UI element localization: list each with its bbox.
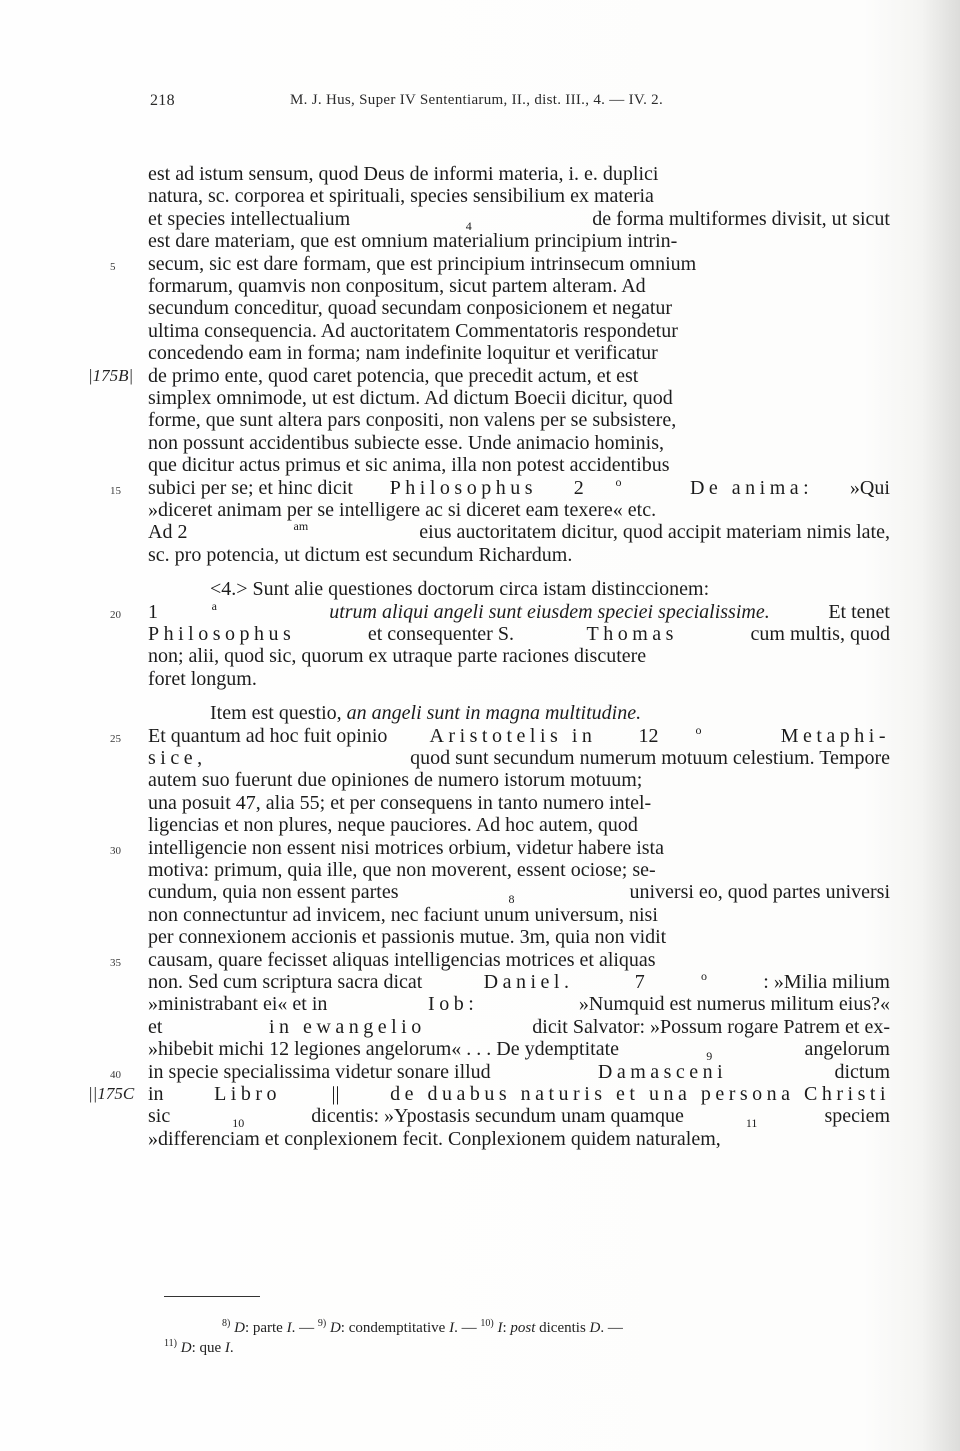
spaced-name: in ewangelio xyxy=(268,1015,426,1038)
footnote-text: : parte xyxy=(244,1320,287,1336)
line-number: 35 xyxy=(110,956,121,969)
text-segment: »diceret animam per se intelligere ac si diceret eam texere« etc. xyxy=(148,499,657,521)
text-segment: || xyxy=(326,1083,345,1105)
text-segment: formarum, quamvis non conpositum, sicut partem alteram. Ad xyxy=(148,275,646,297)
text-segment: eius auctoritatem dicitur, quod accipit materiam nimis late, xyxy=(414,521,890,544)
text-segment: »hibebit michi 12 legiones angelorum« . . . De ydemptitate xyxy=(148,1038,620,1061)
footnote-text: dicentis xyxy=(535,1320,590,1336)
spaced-name: Metaphi- xyxy=(780,724,890,747)
text-segment: non; alii, quod sic, quorum ex utraque parte raciones discutere xyxy=(148,645,647,668)
text-segment xyxy=(271,600,276,624)
footnote-text: : xyxy=(502,1320,511,1336)
text-line xyxy=(148,724,890,748)
text-line xyxy=(148,1037,890,1064)
spaced-name: sice, xyxy=(148,747,207,769)
footnote-text: . — xyxy=(600,1320,623,1336)
spaced-name: Philosophus xyxy=(148,623,296,645)
text-line xyxy=(148,184,890,208)
text-segment: speciem xyxy=(819,1105,890,1128)
text-segment: 7 xyxy=(629,971,645,993)
spaced-name: Damasceni xyxy=(597,1060,728,1083)
text-segment: concedendo eam in forma; nam indefinite loquitur et verificatur xyxy=(148,342,658,365)
text-line xyxy=(148,431,890,455)
spaced-name: Philosophus xyxy=(389,476,537,499)
footnote-line-2 xyxy=(164,1338,234,1360)
text-line xyxy=(148,453,890,477)
text-line xyxy=(148,476,890,500)
text-line xyxy=(148,667,890,691)
text-line xyxy=(148,1015,890,1039)
text-line xyxy=(148,791,890,815)
footnote-text: : que xyxy=(191,1340,225,1356)
text-line xyxy=(148,836,890,860)
footnote-marker: 9) xyxy=(317,1318,327,1329)
text-segment: »ministrabant ei« et in xyxy=(148,993,333,1016)
line-number: 20 xyxy=(110,608,121,621)
text-segment: »differenciam et conplexionem fecit. Conplexionem quidem naturalem, xyxy=(148,1127,721,1150)
text-segment: 1 xyxy=(148,600,158,623)
footnote-text: . — xyxy=(454,1320,481,1336)
text-line xyxy=(148,341,890,365)
text-line xyxy=(148,1082,890,1106)
superscript: am xyxy=(293,519,309,534)
text-segment: <4.> Sunt alie questiones doctorum circa istam distinccionem: xyxy=(210,578,710,601)
footnote-text: D xyxy=(329,1320,341,1336)
footnote-text: D xyxy=(180,1340,192,1356)
footnote-text: : condemptitative xyxy=(340,1320,450,1336)
text-segment: et consequenter S. xyxy=(362,623,519,645)
text-segment: dicentis: »Ypostasis secundum unam quamque xyxy=(306,1105,684,1128)
footnote-marker: 8) xyxy=(222,1318,231,1329)
footnote-text: I xyxy=(449,1320,455,1336)
text-segment: »Numquid est numerus militum eius?« xyxy=(573,993,890,1016)
footnote-line-1 xyxy=(222,1318,623,1340)
text-segment: universi eo, quod partes universi xyxy=(624,881,890,904)
text-segment: : »Milia milium xyxy=(763,971,890,993)
text-segment: non possunt accidentibus subiecte esse. Unde animacio hominis, xyxy=(148,431,665,454)
footnote-marker: 11) xyxy=(164,1338,177,1349)
text-segment: que dicitur actus primus et sic anima, illa non potest accidentibus xyxy=(148,454,670,477)
text-line xyxy=(148,364,890,388)
folio-marker: ||175C xyxy=(88,1084,135,1103)
text-line xyxy=(148,880,890,907)
text-line xyxy=(148,386,890,410)
text-segment: et species intellectualium xyxy=(148,207,351,230)
text-segment: quod sunt secundum numerum motuum celestium. Tempore xyxy=(405,747,890,769)
line-number: 25 xyxy=(110,732,121,745)
line-number: 40 xyxy=(110,1068,121,1081)
text-line xyxy=(148,746,890,770)
text-line xyxy=(148,162,890,186)
line-number: 5 xyxy=(110,260,116,273)
text-line xyxy=(148,543,890,567)
text-segment: 2 xyxy=(568,476,584,499)
text-line xyxy=(148,925,890,949)
subscript: 9 xyxy=(706,1049,713,1064)
text-segment: subici per se; et hinc dicit xyxy=(148,476,358,499)
footnote-text: post xyxy=(510,1320,536,1336)
text-segment: dicit Salvator: »Possum rogare Patrem et ex- xyxy=(527,1015,890,1038)
text-segment: angelorum xyxy=(799,1038,890,1061)
text-line xyxy=(148,813,890,837)
text-line xyxy=(148,408,890,432)
text-segment: secundum conceditur, quoad secundam conposicionem et negatur xyxy=(148,297,673,320)
text-segment: Et tenet xyxy=(823,600,890,623)
subscript: 8 xyxy=(508,892,515,907)
footnote-text: I xyxy=(497,1320,503,1336)
text-segment: foret longum. xyxy=(148,667,257,690)
text-segment: Ad 2 xyxy=(148,521,188,544)
text-segment: 12 xyxy=(633,724,659,747)
spaced-name: Thomas xyxy=(586,623,678,645)
subscript: 10 xyxy=(232,1116,245,1131)
text-segment: cum multis, quod xyxy=(745,623,890,645)
text-line xyxy=(148,1104,890,1131)
text-segment: cundum, quia non essent partes xyxy=(148,881,399,904)
text-line xyxy=(148,296,890,320)
superscript: o xyxy=(695,722,702,737)
text-line xyxy=(148,701,890,725)
text-segment: Item est questio, xyxy=(210,702,347,725)
text-segment: sic xyxy=(148,1105,171,1128)
text-segment: Et quantum ad hoc fuit opinio xyxy=(148,724,393,747)
page-number: 218 xyxy=(150,92,175,109)
text-segment: simplex omnimode, ut est dictum. Ad dictum Boecii dicitur, quod xyxy=(148,387,673,409)
text-segment: non. Sed cum scriptura sacra dicat xyxy=(148,971,428,993)
text-segment: ligencias et non plures, neque pauciores. Ad hoc autem, quod xyxy=(148,814,638,837)
text-line xyxy=(148,1127,890,1151)
text-segment: in specie specialissima videtur sonare illud xyxy=(148,1060,496,1083)
folio-marker: |175B| xyxy=(88,365,134,385)
text-line xyxy=(148,274,890,298)
footnote-text: I xyxy=(286,1320,292,1336)
text-segment: in xyxy=(148,1083,169,1105)
text-segment xyxy=(739,724,744,748)
superscript: a xyxy=(211,598,217,613)
text-segment: forme, que sunt altera pars conpositi, non valens per se subsistere, xyxy=(148,409,677,432)
text-line xyxy=(148,252,890,276)
text-segment: est ad istum sensum, quod Deus de informi materia, i. e. duplici xyxy=(148,163,659,185)
text-segment xyxy=(653,476,658,500)
text-segment: per connexionem accionis et passionis mutue. 3m, quia non vidit xyxy=(148,926,667,949)
text-line xyxy=(148,577,890,601)
text-line xyxy=(148,207,890,231)
footnote-text: D xyxy=(589,1320,601,1336)
text-segment: intelligencie non essent nisi motrices orbium, videtur habere ista xyxy=(148,836,664,859)
text-line xyxy=(148,520,890,544)
line-number: 30 xyxy=(110,844,121,857)
text-line xyxy=(148,970,890,994)
text-line xyxy=(148,992,890,1016)
spaced-name: Daniel. xyxy=(483,971,574,993)
italic-text: an angeli sunt in magna multitudine. xyxy=(346,702,642,725)
text-segment: motiva: primum, quia ille, que non moverent, essent ociose; se- xyxy=(148,859,656,881)
footnote-text: . xyxy=(229,1340,234,1356)
text-segment: una posuit 47, alia 55; et per consequens in tanto numero intel- xyxy=(148,791,652,814)
text-segment: de forma multiformes divisit, ut sicut xyxy=(587,207,890,230)
spaced-name: Aristotelis in xyxy=(429,724,597,747)
text-line xyxy=(148,644,890,668)
text-segment: natura, sc. corporea et spirituali, species sensibilium ex materia xyxy=(148,185,654,208)
text-line xyxy=(148,229,890,253)
superscript: o xyxy=(615,474,622,489)
text-segment: non connectuntur ad invicem, nec faciunt unum universum, nisi xyxy=(148,903,658,926)
superscript: o xyxy=(701,969,708,983)
text-segment: ultima consequencia. Ad auctoritatem Commentatoris respondetur xyxy=(148,319,678,342)
text-segment: causam, quare fecisset aliquas intelligencias motrices et aliquas xyxy=(148,948,656,971)
text-segment: »Qui xyxy=(844,476,890,499)
text-segment: dictum xyxy=(829,1060,890,1083)
footnote-text: I xyxy=(224,1340,230,1356)
spaced-name: de duabus naturis et una persona Christi xyxy=(390,1083,890,1105)
text-line xyxy=(148,858,890,882)
text-line xyxy=(148,622,890,646)
footnote-text: D xyxy=(234,1320,245,1336)
text-line xyxy=(148,1060,890,1084)
text-segment: autem suo fuerunt due opiniones de numero istorum motuum; xyxy=(148,769,643,792)
line-number: 15 xyxy=(110,484,121,497)
text-line xyxy=(148,498,890,522)
footnote-text: . — xyxy=(291,1320,318,1336)
spaced-name: De anima: xyxy=(689,476,814,499)
footnote-marker: 10) xyxy=(480,1318,494,1329)
spaced-name: Iob: xyxy=(428,993,479,1016)
text-line xyxy=(148,600,890,624)
subscript: 4 xyxy=(465,218,472,233)
text-segment: secum, sic est dare formam, que est principium intrinsecum omnium xyxy=(148,252,697,275)
running-title: M. J. Hus, Super IV Sententiarum, II., dist. III., 4. — IV. 2. xyxy=(290,92,664,108)
subscript: 11 xyxy=(745,1116,758,1131)
footnote-divider xyxy=(164,1296,260,1297)
text-line xyxy=(148,319,890,343)
text-segment: sc. pro potencia, ut dictum est secundum Richardum. xyxy=(148,543,573,566)
text-segment: de primo ente, quod caret potencia, que precedit actum, et est xyxy=(148,364,639,387)
text-line xyxy=(148,768,890,792)
text-segment: est dare materiam, que est omnium materialium principium intrin- xyxy=(148,230,678,253)
text-line xyxy=(148,948,890,972)
spaced-name: Libro xyxy=(214,1083,282,1105)
text-segment: et xyxy=(148,1015,168,1038)
italic-text: utrum aliqui angeli sunt eiusdem speciei specialissime. xyxy=(329,600,770,623)
text-line xyxy=(148,903,890,927)
